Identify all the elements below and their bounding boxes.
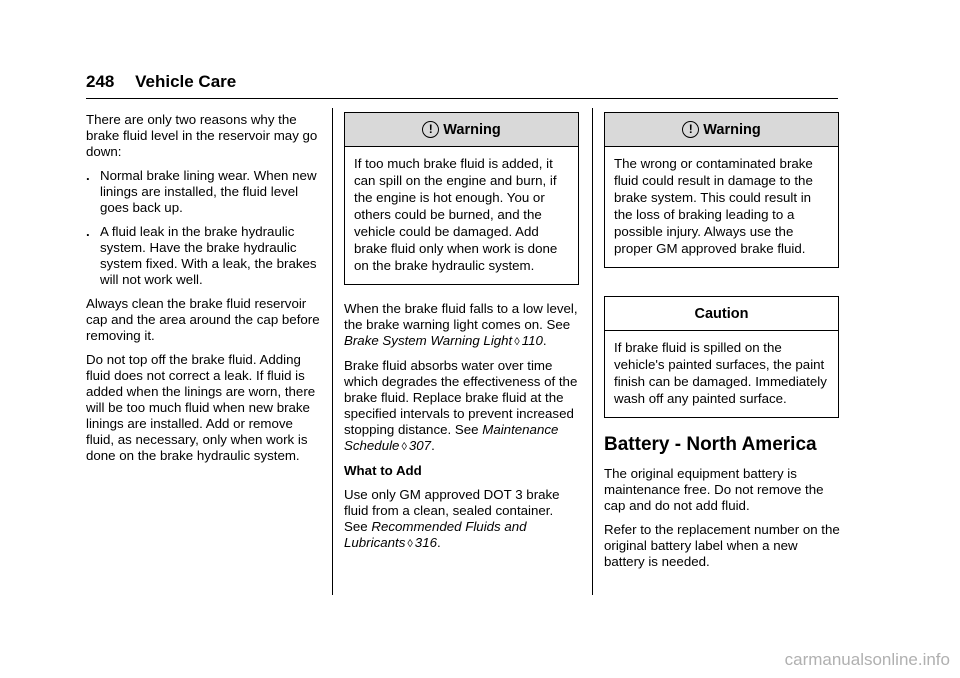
watermark: carmanualsonline.info: [784, 650, 950, 669]
bullet-marker: .: [86, 224, 90, 239]
warning-box: [344, 112, 579, 285]
column-divider-right: [592, 108, 593, 595]
caution-box: [604, 296, 839, 418]
bullet-marker: .: [86, 168, 90, 183]
reference-arrow-icon: ◊: [514, 336, 520, 348]
warning-header: [605, 113, 838, 147]
reference-page[interactable]: 316: [414, 535, 437, 550]
subheading: What to Add: [344, 463, 422, 478]
page-title: Vehicle Care: [135, 72, 237, 91]
caution-body: If brake fluid is spilled on the vehicle's painted surfaces, the paint finish can be damaged. Immediately wash off any painted surface.: [614, 340, 827, 406]
warning-body: The wrong or contaminated brake fluid could result in damage to the brake system. This could result in the loss of braking leading to a possible injury. Always use the proper GM approved brake fluid.: [614, 156, 813, 256]
clean-cap-paragraph: Always clean the brake fluid reservoir cap and the area around the cap before removing it.: [86, 296, 320, 343]
column-3: [604, 112, 840, 578]
column-1: [86, 112, 322, 472]
page-header: [86, 72, 236, 92]
warning-icon: !: [682, 121, 699, 138]
warning-title: Warning: [703, 121, 761, 138]
warning-header: [345, 113, 578, 147]
caution-title: Caution: [694, 305, 749, 322]
absorb-paragraph: Brake fluid absorbs water over time which degrades the effectiveness of the brake fluid. Replace brake fluid at the specified intervals to prevent increased stopping distance. See Maintenance Schedule ◊ 307.: [344, 358, 578, 453]
reference-page[interactable]: 110: [521, 333, 543, 348]
battery-paragraph: The original equipment battery is maintenance free. Do not remove the cap and do not add fluid.: [604, 466, 824, 513]
bullet-text: A fluid leak in the brake hydraulic system. Have the brake hydraulic system fixed. With a leak, the brakes will not work well.: [100, 224, 317, 287]
warning-box: [604, 112, 839, 268]
cross-reference-link[interactable]: Maintenance Schedule: [344, 422, 559, 453]
reference-arrow-icon: ◊: [401, 441, 407, 453]
column-divider-left: [332, 108, 333, 595]
section-title: Battery - North America: [604, 434, 817, 455]
low-level-paragraph: When the brake fluid falls to a low level, the brake warning light comes on. See Brake System Warning Light ◊ 110.: [344, 301, 578, 348]
header-rule: [86, 98, 838, 99]
page-number: 248: [86, 72, 115, 91]
what-to-add-paragraph: Use only GM approved DOT 3 brake fluid from a clean, sealed container. See Recommended Fluids and Lubricants ◊ 316.: [344, 487, 560, 550]
cross-reference-link[interactable]: Recommended Fluids and Lubricants: [344, 519, 527, 550]
bullet-item: [86, 168, 322, 216]
battery-paragraph: Refer to the replacement number on the original battery label when a new battery is needed.: [604, 522, 840, 569]
bullet-item: [86, 224, 322, 288]
reference-arrow-icon: ◊: [407, 538, 413, 550]
caution-header: [605, 297, 838, 331]
cross-reference-link[interactable]: Brake System Warning Light: [344, 333, 513, 348]
bullet-text: Normal brake lining wear. When new linings are installed, the fluid level goes back up.: [100, 168, 317, 215]
reference-page[interactable]: 307: [408, 438, 432, 453]
warning-title: Warning: [443, 121, 501, 138]
intro-paragraph: There are only two reasons why the brake fluid level in the reservoir may go down:: [86, 112, 318, 159]
top-off-paragraph: Do not top off the brake fluid. Adding fluid does not correct a leak. If fluid is added when the linings are worn, there will be too much fluid when new brake linings are installed. Add or remove fluid, as necessary, only when work is done on the brake hydraulic system.: [86, 352, 316, 463]
column-2: [344, 112, 580, 560]
warning-body: If too much brake fluid is added, it can spill on the engine and burn, if the engine is hot enough. You or others could be burned, and the vehicle could be damaged. Add brake fluid only when work is done on the brake hydraulic system.: [354, 156, 558, 273]
warning-icon: !: [422, 121, 439, 138]
